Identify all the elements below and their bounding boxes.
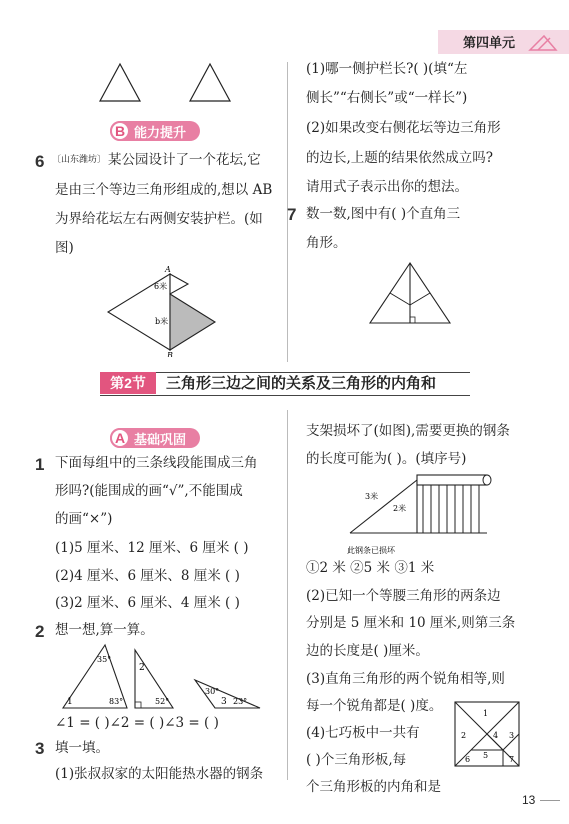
angle-3: 3 [221,697,227,707]
angle-83: 83° [109,697,124,706]
angle-triangles-figure [55,640,280,715]
q6-right-line-3: (2)如果改变右侧花坛等边三角形 [306,120,501,136]
q2-text: 想一想,算一算。 [55,622,154,638]
badge-letter: A [110,428,130,448]
q3-right-line-9: ( )个三角形板,每 [306,752,407,768]
fig-2m: 2米 [393,504,407,513]
fig-label-bm: b米 [155,317,169,326]
q3-number: 3 [35,739,45,758]
tangram-5: 5 [483,751,489,760]
angle-30: 30° [205,687,220,696]
angle-2: 2 [139,663,145,673]
q1-number: 1 [35,455,45,474]
q7-number: 7 [287,205,297,224]
fig-label-six: 6米 [154,282,168,291]
tangram-7: 7 [509,755,515,764]
page-number-rule [540,800,560,801]
angle-23: 23° [233,697,248,706]
q3-right-line-4: 分别是 5 厘米和 10 厘米,则第三条 [306,615,516,631]
section2-title: 三角形三边之间的关系及三角形的内角和 [166,375,437,392]
tangram-1: 1 [483,709,489,718]
q3-right-line-6: (3)直角三角形的两个锐角相等,则 [306,671,505,687]
tangram-2: 2 [461,731,467,740]
q1-line-3: 的画“×”) [55,511,113,527]
q6-source: 〔山东潍坊〕 [52,155,107,165]
section-b-badge [110,121,200,141]
angle-35: 35° [97,655,112,664]
q3-options: ①2 米 ②5 米 ③1 米 [306,560,435,576]
q3-right-line-8: (4)七巧板中一共有 [306,725,420,741]
right-triangles-figure [365,255,465,330]
section2-tag: 第2节 [100,372,156,394]
q3-right-line-1: 支架损坏了(如图),需要更换的钢条 [306,423,510,439]
q1-item-2: (2)4 厘米、6 厘米、8 厘米 ( ) [55,568,240,584]
q7-line-2: 角形。 [306,235,347,251]
q3-text: 填一填。 [55,740,109,756]
q6-right-line-5: 请用式子表示出你的想法。 [306,179,468,195]
q6-right-line-4: 的边长,上题的结果依然成立吗? [306,150,494,166]
q3-right-line-7: 每一个锐角都是( )度。 [306,698,443,714]
q3-right-line-3: (2)已知一个等腰三角形的两条边 [306,588,501,604]
q7-line-1: 数一数,图中有( )个直角三 [306,206,461,222]
unit-deco-icon [528,32,558,56]
unit-label: 第四单元 [463,35,516,50]
tangram-figure [453,700,523,770]
tangram-4: 4 [493,731,499,740]
badge-label: 基础巩固 [134,431,187,447]
q3-line-1: (1)张叔叔家的太阳能热水器的钢条 [55,766,264,782]
q3-right-line-5: 边的长度是( )厘米。 [306,643,429,659]
q3-right-line-10: 个三角形板的内角和是 [306,779,441,795]
q6-number: 6 [35,152,45,171]
badge-letter: B [110,121,130,141]
column-divider-bottom [287,410,288,780]
badge-label: 能力提升 [134,124,187,140]
q3-right-line-2: 的长度可能为( )。(填序号) [306,451,467,467]
q1-line-2: 形吗?(能围成的画“√”,不能围成 [55,483,243,499]
tangram-3: 3 [509,731,515,740]
q6-right-line-1: (1)哪一侧护栏长?( )(填“左 [306,61,468,77]
water-heater-figure [345,465,505,560]
fig-3m: 3米 [365,492,379,501]
q1-line-1: 下面每组中的三条线段能围成三角 [55,455,258,471]
section-a-badge [110,428,200,448]
q6-line-4: 图) [55,240,74,256]
page-number: 13 [522,793,536,807]
flower-bed-figure [100,262,230,357]
fig-label-b: B [167,351,173,357]
angle-52: 52° [155,697,170,706]
q2-answer-line: ∠1 = ( )∠2 = ( )∠3 = ( ) [55,715,219,731]
tangram-6: 6 [465,755,471,764]
fig-label-a: A [165,265,171,274]
angle-1: 1 [67,697,73,707]
fig-caption: 此钢条已损坏 [347,546,395,555]
q6-line-1: 某公园设计了一个花坛,它 [108,152,261,168]
q6-line-2: 是由三个等边三角形组成的,想以 AB [55,182,273,198]
q1-item-1: (1)5 厘米、12 厘米、6 厘米 ( ) [55,540,249,556]
q6-line-3: 为界给花坛左右两侧安装护栏。(如 [55,211,263,227]
q6-right-line-2: 侧长”“右侧长”或“一样长”) [306,90,468,106]
q2-number: 2 [35,622,45,641]
q1-item-3: (3)2 厘米、6 厘米、4 厘米 ( ) [55,595,240,611]
two-triangles-figure [95,56,245,106]
